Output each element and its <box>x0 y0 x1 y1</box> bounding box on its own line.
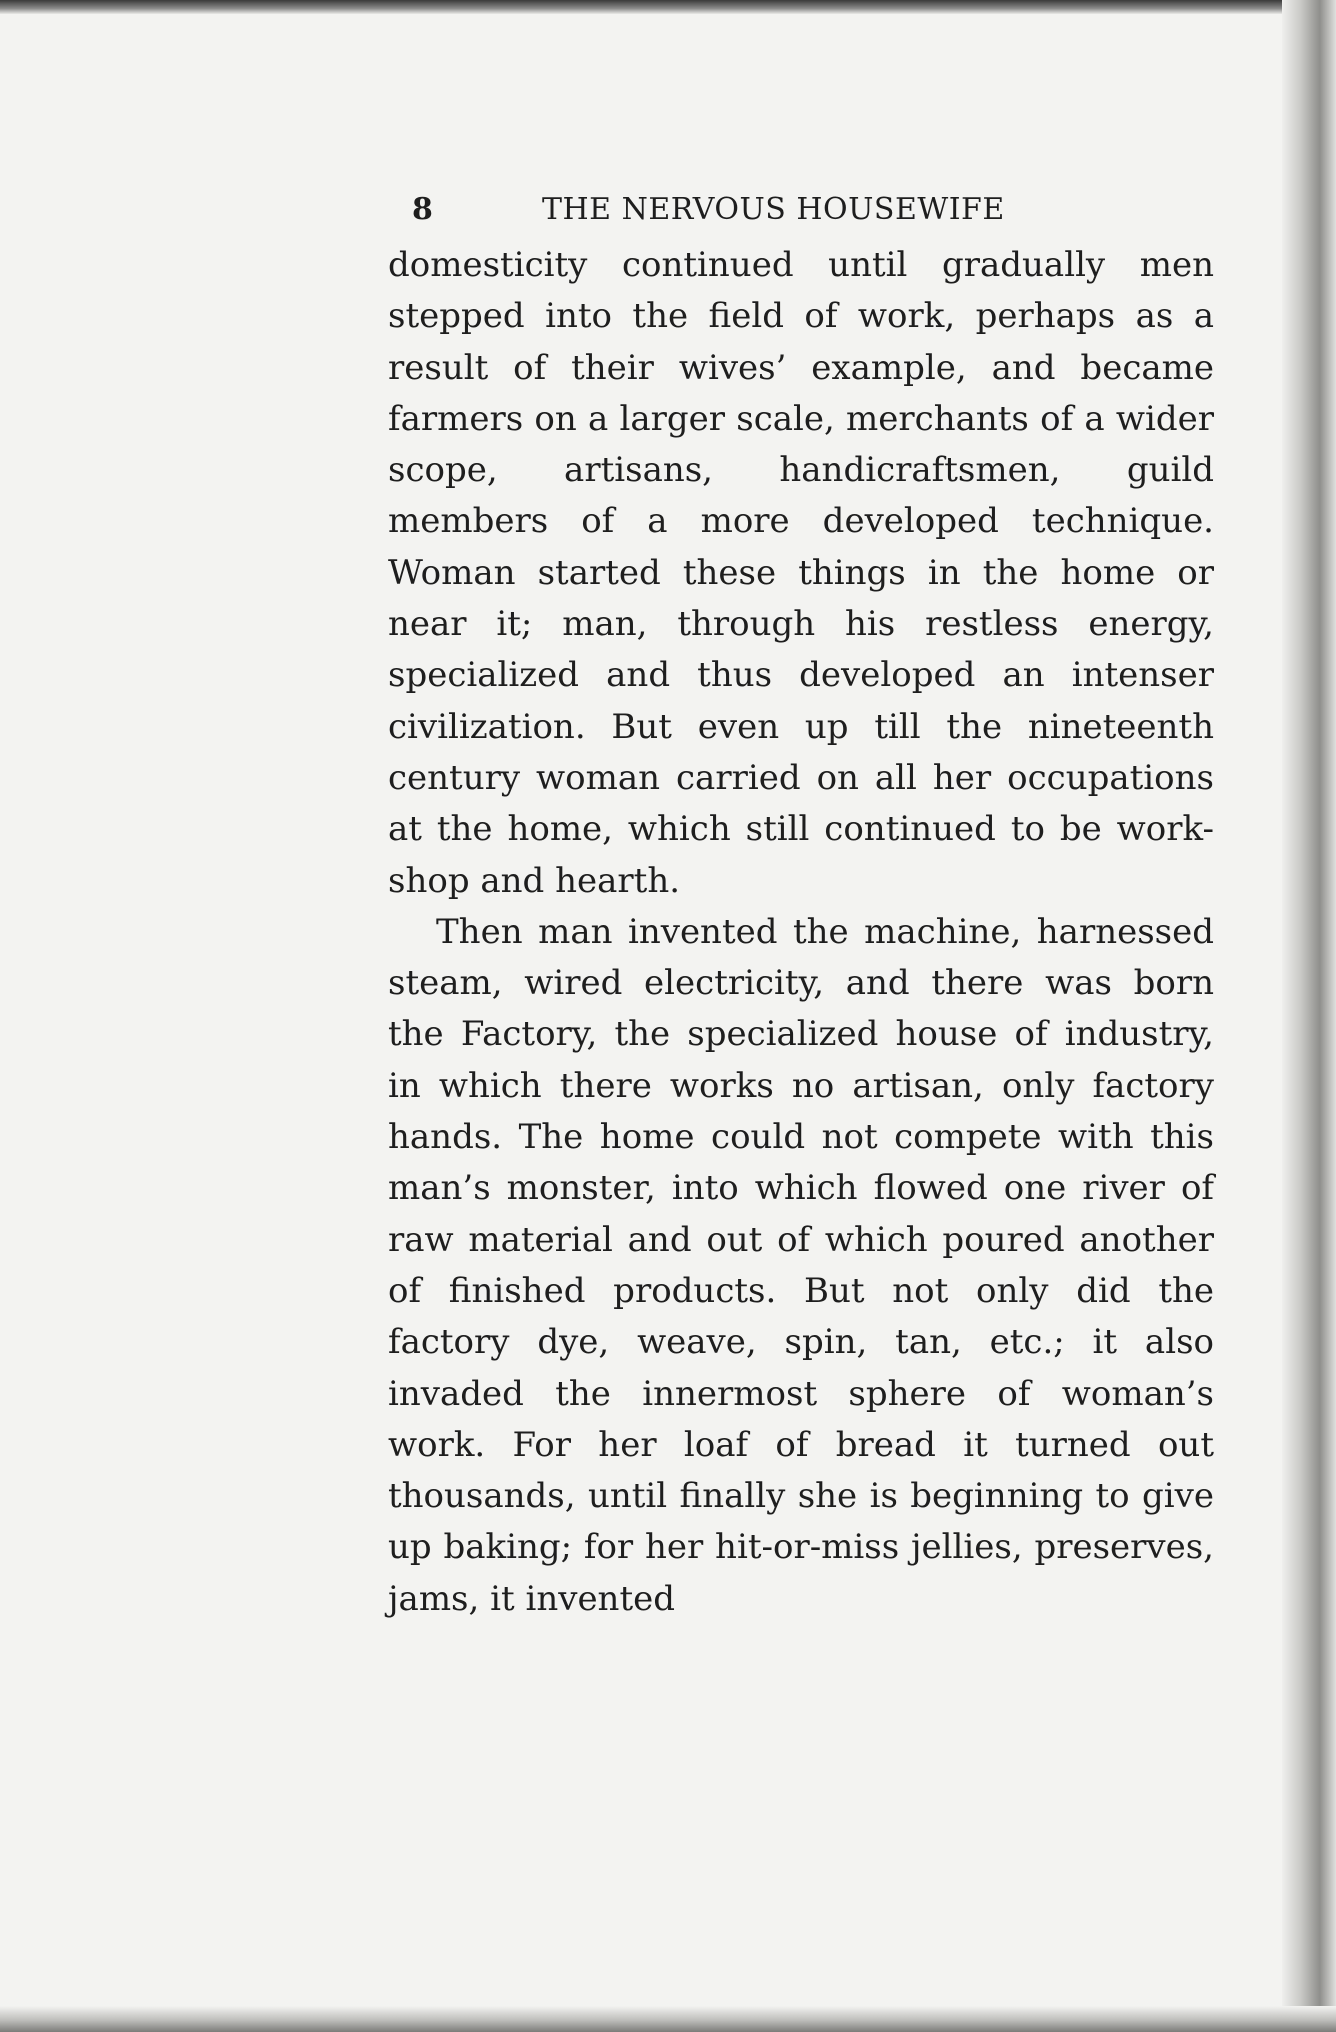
page-number: 8 <box>412 192 434 227</box>
page-bottom-edge <box>0 2006 1336 2032</box>
paragraph-machine: Then man invented the machine, harnessed steam, wired electricity, and there was born the Factory, the specialized house of industry, in which there works no artisan, only factory hands. The home could not compete with this man’s monster, into which flowed one river of raw material and out of which poured another of finished products. But not only did the factory dye, weave, spin, tan, etc.; it also invaded the innermost sphere of woman’s work. For her loaf of bread it turned out thousands, until finally she is beginning to give up baking; for her hit-or-miss jellies, preserves, jams, it invented <box>388 911 1214 1619</box>
page-text-block <box>388 184 1214 1625</box>
book-gutter-shadow <box>1282 0 1336 2032</box>
page-top-edge <box>0 0 1336 14</box>
book-title: THE NERVOUS HOUSEWIFE <box>542 192 1005 227</box>
running-head <box>388 184 1214 240</box>
paragraph-continued: domesticity continued until gradually men stepped into the field of work, perhaps as a result of their wives’ example, and became farmers on a larger scale, merchants of a wider scope, artisans, handicraftsmen, guild members of a more developed technique. Woman started these things in the home or near it; man, through his restless energy, specialized and thus developed an intenser civilization. But even up till the nineteenth century woman carried on all her occupations at the home, which still continued to be work-shop and hearth. <box>388 245 1214 901</box>
